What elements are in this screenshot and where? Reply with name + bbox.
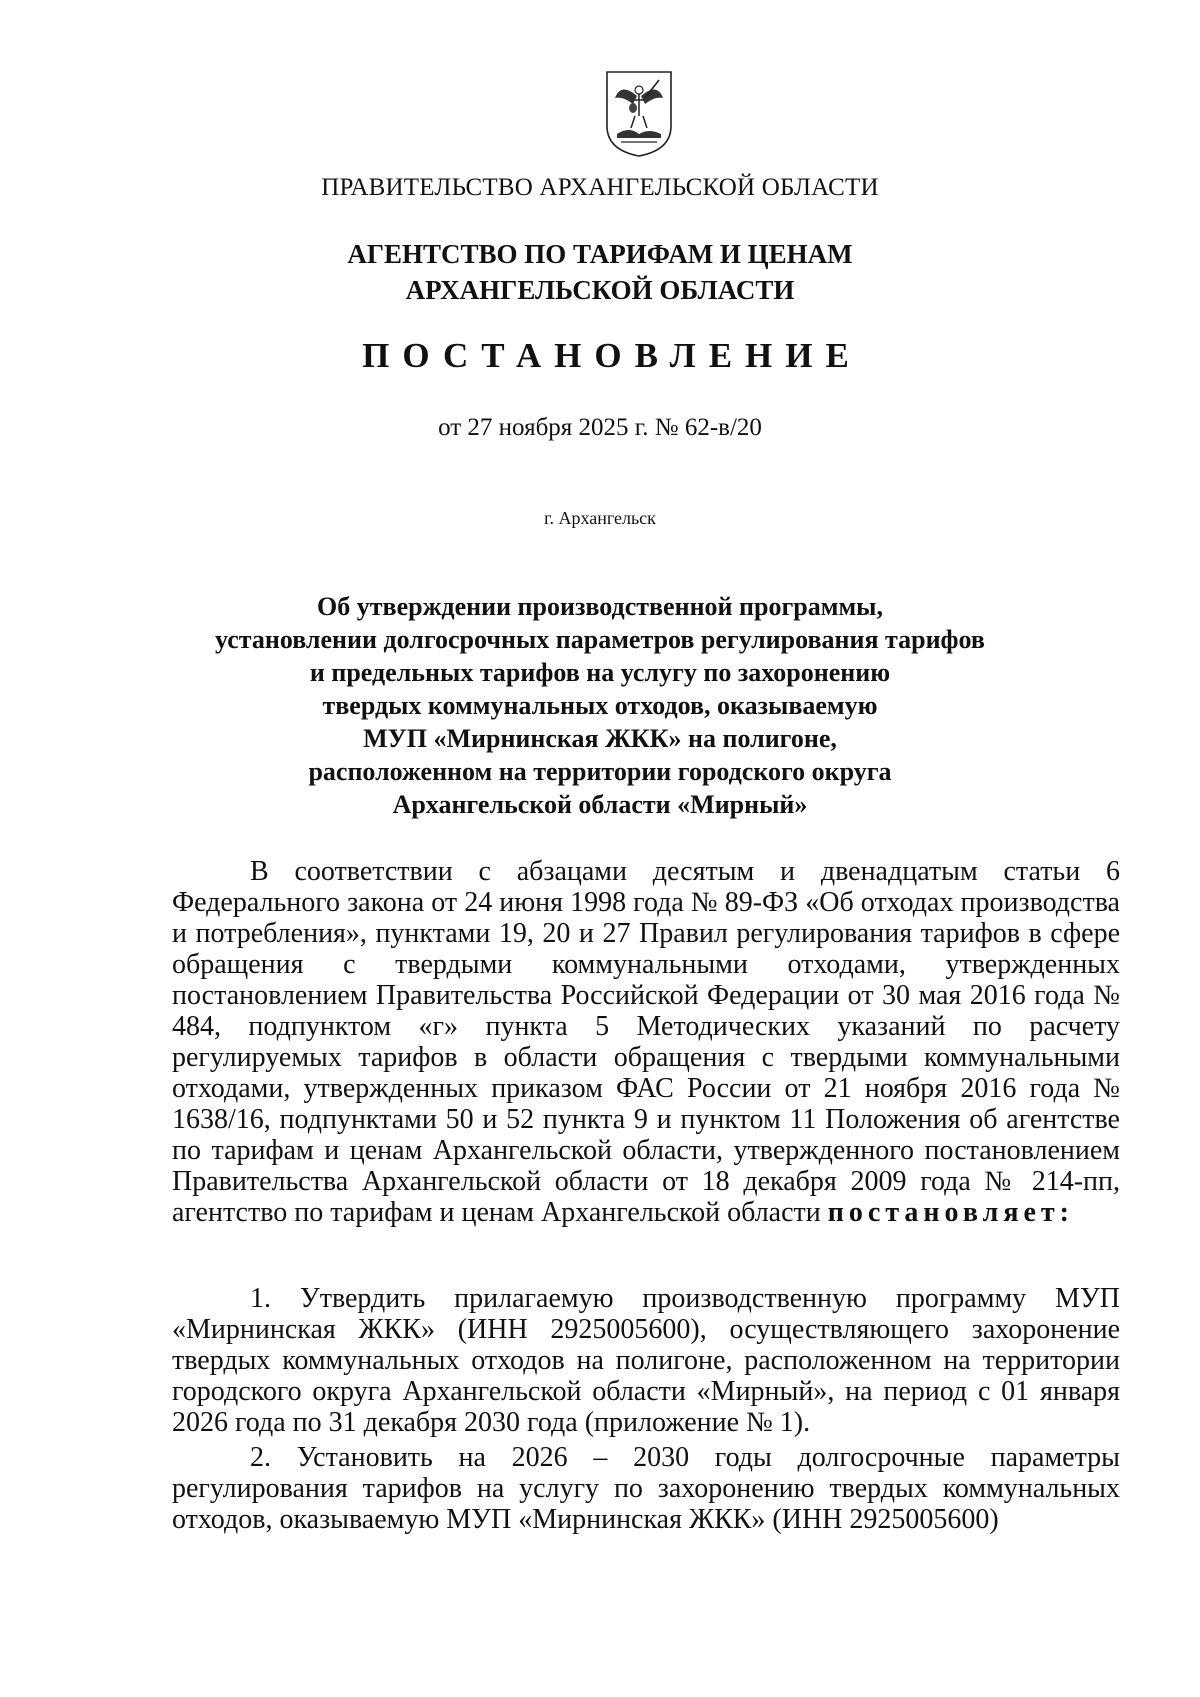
agency-name: [0, 236, 1200, 308]
title-line: расположенном на территории городского округа: [308, 757, 892, 786]
document-city: г. Архангельск: [544, 508, 656, 528]
title-line: твердых коммунальных отходов, оказываемую: [322, 691, 878, 720]
coat-of-arms-emblem: [603, 68, 675, 158]
document-date-number: от 27 ноября 2025 г. № 62-в/20: [438, 414, 762, 441]
document-title: [0, 590, 1200, 821]
title-line: и предельных тарифов на услугу по захоронению: [309, 658, 891, 687]
decree-word: постановляет:: [827, 1197, 1074, 1228]
document-type: ПОСТАНОВЛЕНИЕ: [362, 336, 862, 375]
title-line: установлении долгосрочных параметров регулирования тарифов: [215, 625, 985, 654]
title-line: МУП «Мирнинская ЖКК» на полигоне,: [363, 724, 837, 753]
preamble-paragraph: [172, 856, 1120, 1228]
agency-name-line2: АРХАНГЕЛЬСКОЙ ОБЛАСТИ: [405, 275, 795, 305]
title-line: Об утверждении производственной программы,: [317, 592, 883, 621]
agency-name-line1: АГЕНТСТВО ПО ТАРИФАМ И ЦЕНАМ: [347, 239, 853, 269]
decree-items: [172, 1283, 1120, 1539]
government-name: ПРАВИТЕЛЬСТВО АРХАНГЕЛЬСКОЙ ОБЛАСТИ: [321, 174, 879, 201]
preamble-text: В соответствии с абзацами десятым и двенадцатым статьи 6 Федерального закона от 24 июня 1998 года № 89-ФЗ «Об отходах производства и потребления», пунктами 19, 20 и 27 Правил регулирования тарифов в сфере обращения с твердыми коммунальными отходами, утвержденных постановлением Правительства Российской Федерации от 30 мая 2016 года № 484, подпунктом «г» пункта 5 Методических указаний по расчету регулируемых тарифов в области обращения с твердыми коммунальными отходами, утвержденных приказом ФАС России от 21 ноября 2016 года № 1638/16, подпунктами 50 и 52 пункта 9 и пунктом 11 Положения об агентстве по тарифам и ценам Архангельской области, утвержденного постановлением Правительства Архангельской области от 18 декабря 2009 года № 214-пп, агентство по тарифам и ценам Архангельской области: [172, 856, 1120, 1228]
decree-item-2: 2. Установить на 2026 – 2030 годы долгосрочные параметры регулирования тарифов на услугу по захоронению твердых коммунальных отходов, оказываемую МУП «Мирнинская ЖКК» (ИНН 2925005600): [172, 1442, 1120, 1535]
decree-item-1: 1. Утвердить прилагаемую производственную программу МУП «Мирнинская ЖКК» (ИНН 2925005600), осуществляющего захоронение твердых коммунальных отходов на полигоне, расположенном на территории городского округа Архангельской области «Мирный», на период с 01 января 2026 года по 31 декабря 2030 года (приложение № 1).: [172, 1283, 1120, 1438]
title-line: Архангельской области «Мирный»: [392, 790, 808, 819]
